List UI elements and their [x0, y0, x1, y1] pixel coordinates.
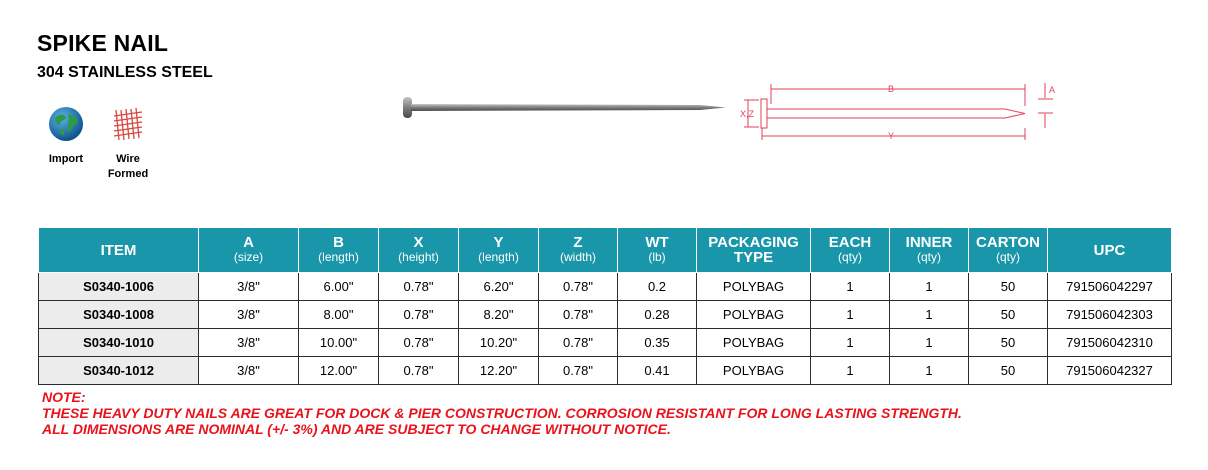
cell-each: 1 — [811, 273, 890, 301]
cell-y: 8.20" — [459, 301, 539, 329]
cell-carton: 50 — [969, 301, 1048, 329]
cell-wt: 0.35 — [618, 329, 697, 357]
globe-icon — [48, 106, 84, 142]
header-label: INNER — [905, 234, 953, 251]
header-label: Z — [573, 234, 583, 251]
cell-a: 3/8" — [199, 273, 299, 301]
header-unit: (length) — [318, 250, 359, 264]
cell-item: S0340-1006 — [39, 273, 199, 301]
cell-z: 0.78" — [539, 329, 618, 357]
cell-carton: 50 — [969, 329, 1048, 357]
header-item — [39, 228, 199, 273]
cell-item: S0340-1008 — [39, 301, 199, 329]
table-row — [39, 357, 1172, 385]
wire-formed-label-text: Wire Formed — [107, 153, 149, 180]
cell-x: 0.78" — [379, 357, 459, 385]
header-x — [379, 228, 459, 273]
note-line-1: THESE HEAVY DUTY NAILS ARE GREAT FOR DOCK & PIER CONSTRUCTION. CORROSION RESISTANT FOR LONG LASTING STRENGTH. — [42, 405, 962, 421]
header-label: EACH — [828, 234, 872, 251]
header-inner — [890, 228, 969, 273]
cell-y: 12.20" — [459, 357, 539, 385]
cell-upc: 791506042297 — [1048, 273, 1172, 301]
header-label: Y — [493, 234, 504, 251]
import-badge — [36, 106, 96, 167]
cell-b: 8.00" — [299, 301, 379, 329]
cell-each: 1 — [811, 357, 890, 385]
header-each — [811, 228, 890, 273]
cell-x: 0.78" — [379, 329, 459, 357]
cell-item: S0340-1012 — [39, 357, 199, 385]
header-packaging — [697, 228, 811, 273]
header-unit: (qty) — [917, 250, 941, 264]
cell-a: 3/8" — [199, 301, 299, 329]
table-row — [39, 301, 1172, 329]
table-header-row — [39, 228, 1172, 273]
header-upc — [1048, 228, 1172, 273]
cell-wt: 0.41 — [618, 357, 697, 385]
header-unit: (width) — [559, 250, 596, 264]
import-label: Import — [48, 153, 84, 165]
cell-each: 1 — [811, 329, 890, 357]
header-y — [459, 228, 539, 273]
cell-upc: 791506042310 — [1048, 329, 1172, 357]
diagram-label-b: B — [888, 84, 895, 94]
header-unit: (height) — [398, 250, 439, 264]
note-heading: NOTE: — [42, 389, 86, 405]
header-label: B — [333, 234, 344, 251]
nail-dimension-diagram — [735, 78, 1065, 144]
page-title: SPIKE NAIL — [37, 30, 169, 56]
header-carton — [969, 228, 1048, 273]
note-block — [42, 389, 962, 437]
cell-carton: 50 — [969, 357, 1048, 385]
wire-formed-label — [98, 152, 158, 182]
cell-inner: 1 — [890, 357, 969, 385]
cell-b: 12.00" — [299, 357, 379, 385]
cell-wt: 0.28 — [618, 301, 697, 329]
cell-a: 3/8" — [199, 357, 299, 385]
header-unit: (lb) — [648, 250, 666, 264]
header-label: A — [243, 234, 254, 251]
cell-wt: 0.2 — [618, 273, 697, 301]
header-a — [199, 228, 299, 273]
cell-carton: 50 — [969, 273, 1048, 301]
header-label: ITEM — [100, 241, 137, 259]
header-unit: (qty) — [838, 250, 862, 264]
cell-packaging: POLYBAG — [697, 357, 811, 385]
cell-x: 0.78" — [379, 273, 459, 301]
header-unit: TYPE — [733, 249, 774, 266]
cell-upc: 791506042303 — [1048, 301, 1172, 329]
cell-packaging: POLYBAG — [697, 301, 811, 329]
nail-photo — [400, 92, 732, 122]
header-wt — [618, 228, 697, 273]
cell-z: 0.78" — [539, 273, 618, 301]
header-unit: (length) — [478, 250, 519, 264]
cell-y: 10.20" — [459, 329, 539, 357]
header-unit: (qty) — [996, 250, 1020, 264]
cell-packaging: POLYBAG — [697, 273, 811, 301]
diagram-label-xz: X,Z — [740, 109, 755, 119]
cell-b: 6.00" — [299, 273, 379, 301]
cell-z: 0.78" — [539, 301, 618, 329]
cell-b: 10.00" — [299, 329, 379, 357]
cell-each: 1 — [811, 301, 890, 329]
spec-table — [38, 227, 1172, 385]
header-label: PACKAGING — [708, 234, 799, 251]
cell-x: 0.78" — [379, 301, 459, 329]
diagram-label-a: A — [1049, 85, 1056, 95]
cell-item: S0340-1010 — [39, 329, 199, 357]
table-row — [39, 329, 1172, 357]
header-b — [299, 228, 379, 273]
header-label: CARTON — [976, 234, 1040, 251]
header-label: X — [413, 234, 424, 251]
diagram-label-y: Y — [888, 131, 895, 141]
cell-inner: 1 — [890, 273, 969, 301]
note-line-2: ALL DIMENSIONS ARE NOMINAL (+/- 3%) AND ARE SUBJECT TO CHANGE WITHOUT NOTICE. — [42, 421, 671, 437]
cell-upc: 791506042327 — [1048, 357, 1172, 385]
cell-a: 3/8" — [199, 329, 299, 357]
header-z — [539, 228, 618, 273]
cell-packaging: POLYBAG — [697, 329, 811, 357]
header-label: WT — [645, 234, 669, 251]
cell-inner: 1 — [890, 329, 969, 357]
cell-inner: 1 — [890, 301, 969, 329]
wire-formed-badge — [98, 106, 158, 182]
page-subtitle: 304 STAINLESS STEEL — [37, 64, 213, 81]
wire-mesh-icon — [110, 106, 146, 142]
header-label: UPC — [1093, 241, 1126, 259]
header-unit: (size) — [233, 250, 264, 264]
table-row — [39, 273, 1172, 301]
cell-z: 0.78" — [539, 357, 618, 385]
cell-y: 6.20" — [459, 273, 539, 301]
